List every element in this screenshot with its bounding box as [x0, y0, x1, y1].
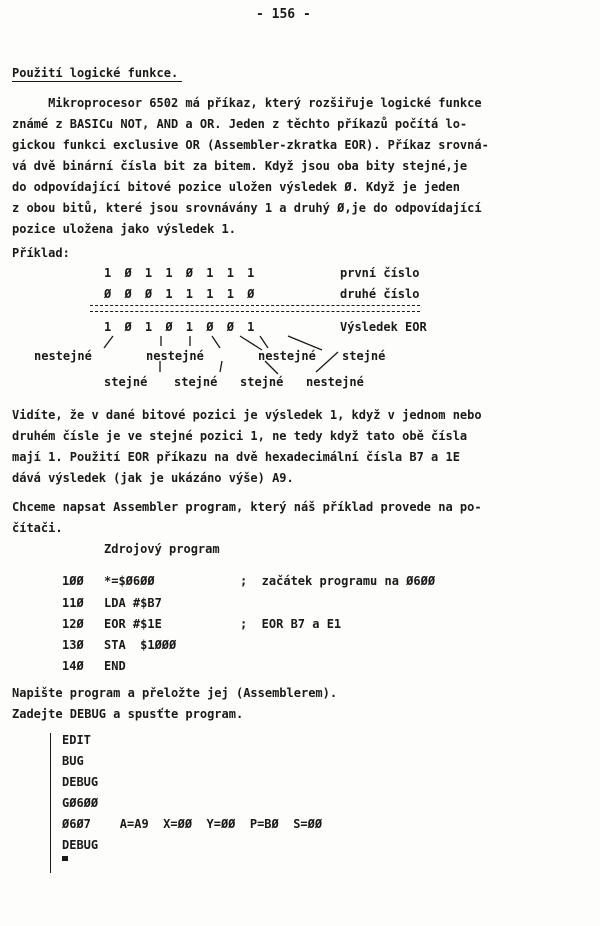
result-label: Výsledek EOR	[340, 320, 427, 334]
page-number: - 156 -	[256, 7, 311, 22]
terminal-margin-bar	[50, 733, 51, 873]
arrow	[260, 336, 268, 348]
paragraph-line: do odpovídající bitové pozice uložen výsledek Ø. Když je jeden	[12, 180, 460, 194]
terminal-cursor	[62, 856, 68, 861]
program-code: STA $1ØØØ	[104, 638, 177, 652]
source-program-title: Zdrojový program	[104, 542, 220, 556]
comparison-label: nestejné	[146, 349, 204, 363]
paragraph-line: známé z BASICu NOT, AND a OR. Jeden z těchto příkazů počítá lo-	[12, 117, 468, 131]
program-code: *=$Ø6ØØ	[104, 574, 155, 588]
paragraph-line: Napište program a přeložte jej (Assemblerem).	[12, 686, 338, 700]
terminal-line: BUG	[62, 754, 84, 768]
arrow	[212, 336, 220, 348]
paragraph-line: Vidíte, že v dané bitové pozici je výsledek 1, když v jednom nebo	[12, 408, 482, 422]
terminal-line: EDIT	[62, 733, 91, 747]
comparison-label: stejné	[174, 375, 218, 389]
terminal-line: DEBUG	[62, 838, 99, 852]
comparison-label: stejné	[342, 349, 386, 363]
comparison-label: stejné	[240, 375, 284, 389]
arrow	[104, 336, 113, 348]
program-code: END	[104, 659, 126, 673]
paragraph-line: vá dvě binární čísla bit za bitem. Když jsou oba bity stejné,je	[12, 159, 468, 173]
terminal-line: DEBUG	[62, 775, 99, 789]
section-heading: Použití logické funkce.	[12, 66, 182, 82]
program-code: EOR #$1E	[104, 617, 162, 631]
line-number: 13Ø	[62, 638, 84, 652]
comparison-label: nestejné	[306, 375, 364, 389]
paragraph-line: čítači.	[12, 521, 63, 535]
second-number-bits: Ø Ø Ø 1 1 1 1 Ø	[104, 287, 258, 301]
paragraph-line: Zadejte DEBUG a spusťte program.	[12, 707, 244, 721]
result-bits: 1 Ø 1 Ø 1 Ø Ø 1	[104, 320, 258, 334]
arrow	[220, 361, 222, 372]
paragraph-line: Chceme napsat Assembler program, který náš příklad provede na po-	[12, 500, 482, 514]
comparison-label: nestejné	[258, 349, 316, 363]
first-number-bits: 1 Ø 1 1 Ø 1 1 1	[104, 266, 258, 280]
line-number: 11Ø	[62, 596, 84, 610]
example-label: Příklad:	[12, 246, 70, 260]
terminal-line: Ø6Ø7 A=A9 X=ØØ Y=ØØ P=BØ S=ØØ	[62, 817, 323, 831]
program-comment: ; začátek programu na Ø6ØØ	[240, 574, 436, 588]
paragraph-line: druhém čísle je ve stejné pozici 1, ne tedy když tato obě čísla	[12, 429, 468, 443]
comparison-label: stejné	[104, 375, 148, 389]
paragraph-line: pozice uložena jako výsledek 1.	[12, 222, 236, 236]
arrow	[316, 352, 338, 372]
line-number: 12Ø	[62, 617, 84, 631]
program-code: LDA #$B7	[104, 596, 162, 610]
paragraph-line: dává výsledek (jak je ukázáno výše) A9.	[12, 471, 294, 485]
paragraph-line: z obou bitů, které jsou srovnávány 1 a druhý Ø,je do odpovídající	[12, 201, 482, 215]
paragraph-line: Mikroprocesor 6502 má příkaz, který rozšiřuje logické funkce	[12, 96, 482, 110]
paragraph-line: mají 1. Použití EOR příkazu na dvě hexadecimální čísla B7 a 1E	[12, 450, 460, 464]
second-number-label: druhé číslo	[340, 287, 420, 301]
line-number: 14Ø	[62, 659, 84, 673]
comparison-label: nestejné	[34, 349, 92, 363]
terminal-line: GØ6ØØ	[62, 796, 99, 810]
program-comment: ; EOR B7 a E1	[240, 617, 342, 631]
arrow	[240, 336, 262, 350]
arrow	[288, 336, 322, 350]
comparison-arrows	[0, 0, 600, 400]
paragraph-line: gickou funkci exclusive OR (Assembler-zkratka EOR). Příkaz srovná-	[12, 138, 489, 152]
line-number: 1ØØ	[62, 574, 84, 588]
first-number-label: první číslo	[340, 266, 420, 280]
